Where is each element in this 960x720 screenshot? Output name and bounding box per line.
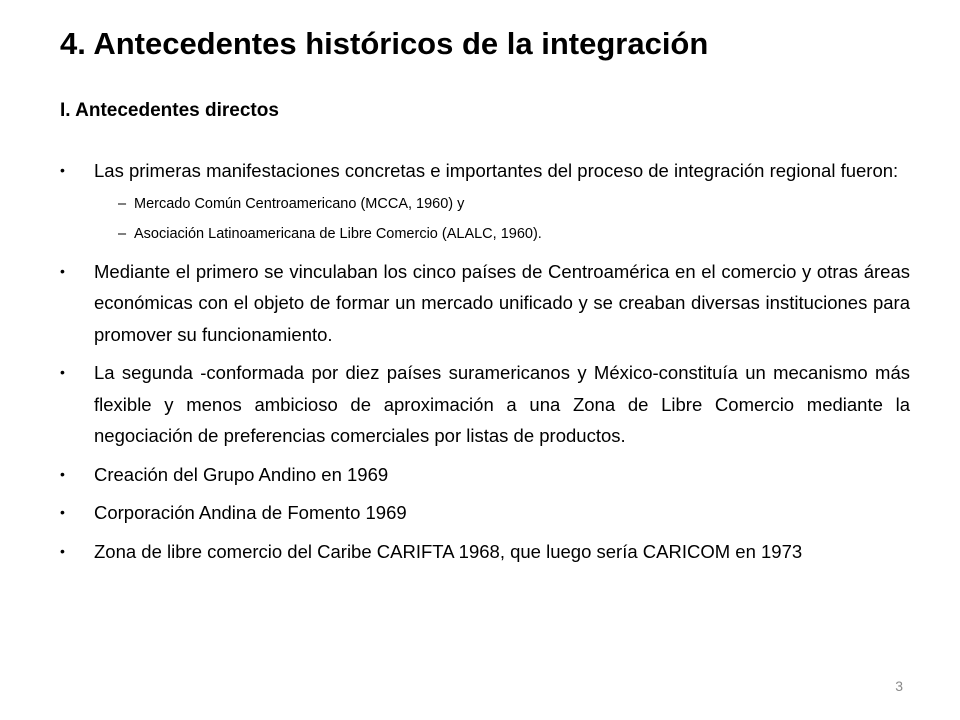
bullet-icon: • bbox=[60, 262, 65, 279]
bullet-item-carifta bbox=[60, 536, 910, 568]
page-number: 3 bbox=[895, 678, 903, 694]
sub-item-text: Asociación Latinoamericana de Libre Comercio (ALALC, 1960). bbox=[134, 225, 542, 242]
bullet-item-alalc-description bbox=[60, 357, 910, 452]
bullet-icon: • bbox=[60, 162, 65, 178]
bullet-icon: • bbox=[60, 465, 65, 482]
slide-title: 4. Antecedentes históricos de la integración bbox=[60, 26, 709, 61]
bullet-text: La segunda -conformada por diez países suramericanos y México-constituía un mecanismo más flexible y menos ambicioso de aproximación a una Zona de Libre Comercio mediante la negociación de preferencias comerciales por listas de productos. bbox=[94, 362, 910, 446]
section-subtitle: I. Antecedentes directos bbox=[60, 100, 279, 121]
bullet-item-caf bbox=[60, 497, 910, 529]
dash-icon: – bbox=[118, 195, 127, 212]
bullet-list bbox=[60, 155, 910, 574]
bullet-text: Zona de libre comercio del Caribe CARIFTA 1968, que luego sería CARICOM en 1973 bbox=[94, 540, 803, 562]
bullet-item-grupo-andino bbox=[60, 459, 910, 491]
bullet-icon: • bbox=[60, 542, 65, 559]
bullet-text: Mediante el primero se vinculaban los cinco países de Centroamérica en el comercio y otras áreas económicas con el objeto de formar un mercado unificado y se creaban diversas instituciones para promover su funcionamiento. bbox=[94, 260, 910, 345]
sub-item-alalc bbox=[94, 219, 910, 249]
bullet-item-mcca-description bbox=[60, 256, 910, 351]
dash-icon: – bbox=[118, 225, 127, 242]
bullet-text: Corporación Andina de Fomento 1969 bbox=[94, 502, 407, 523]
bullet-text: Creación del Grupo Andino en 1969 bbox=[94, 463, 389, 485]
bullet-item-integration-origins bbox=[60, 155, 910, 249]
sub-bullet-list bbox=[94, 189, 910, 249]
sub-item-mcca bbox=[94, 189, 910, 219]
sub-item-text: Mercado Común Centroamericano (MCCA, 1960) y bbox=[134, 195, 465, 212]
bullet-icon: • bbox=[60, 504, 65, 520]
bullet-text: Las primeras manifestaciones concretas e importantes del proceso de integración regional fueron: bbox=[94, 160, 899, 181]
bullet-icon: • bbox=[60, 364, 65, 380]
